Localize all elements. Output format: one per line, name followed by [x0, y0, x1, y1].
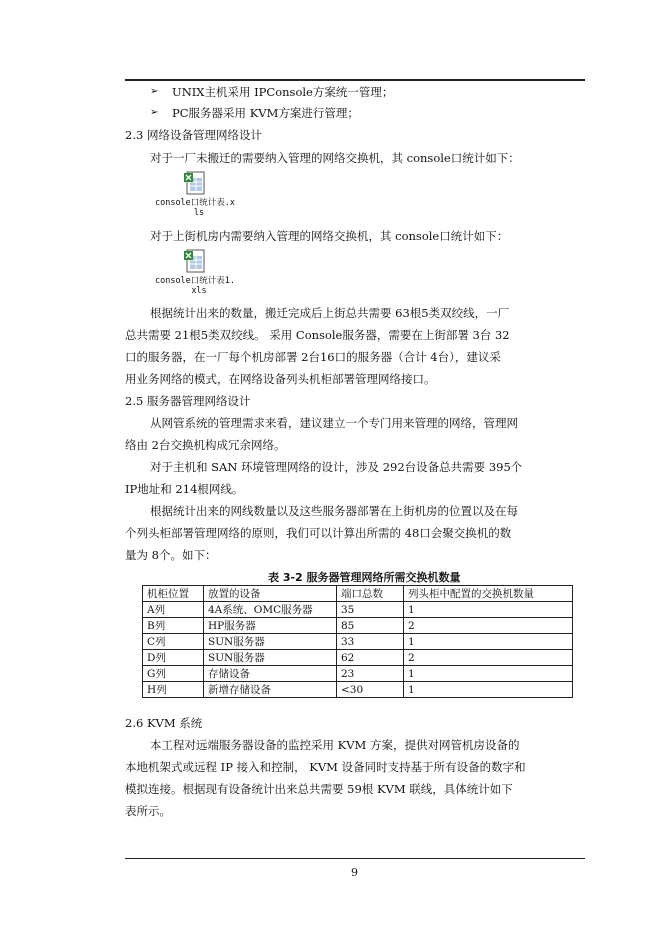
column-header: 列头柜中配置的交换机数量: [404, 586, 573, 602]
section-heading: 2.6 KVM 系统: [125, 716, 203, 730]
paragraph-line: 络由 2台交换机构成冗余网络。: [125, 438, 286, 452]
table-cell: SUN服务器: [204, 634, 337, 650]
table-cell: 62: [337, 650, 404, 666]
file-name: ls: [193, 208, 205, 218]
table-cell: 85: [337, 618, 404, 634]
header-rule: [125, 79, 585, 81]
bullet-arrow-icon: ➢: [150, 107, 159, 118]
attachment-file[interactable]: [150, 249, 240, 296]
table-cell: C列: [143, 634, 204, 650]
table-cell: 33: [337, 634, 404, 650]
paragraph-line: 量为 8个。如下：: [125, 548, 217, 562]
file-name: console口统计表1.: [154, 276, 236, 286]
paragraph: 对于一厂未搬迁的需要纳入管理的网络交换机，其 console口统计如下：: [150, 151, 520, 165]
table-cell: <30: [337, 682, 404, 698]
paragraph: 对于上街机房内需要纳入管理的网络交换机，其 console口统计如下：: [150, 229, 509, 243]
table-cell: 1: [404, 682, 573, 698]
paragraph-line: 个列头柜部署管理网络的原则，我们可以计算出所需的 48口会聚交换机的数: [125, 526, 512, 540]
file-name: xls: [191, 286, 207, 296]
table-cell: 35: [337, 602, 404, 618]
table-caption: 表 3-2 服务器管理网络所需交换机数量: [268, 571, 461, 584]
table-cell: B列: [143, 618, 204, 634]
table-cell: SUN服务器: [204, 650, 337, 666]
table-row: [143, 682, 573, 698]
paragraph-line: 对于主机和 SAN 环境管理网络的设计，涉及 292台设备总共需要 395个: [150, 460, 523, 474]
paragraph-line: 模拟连接。根据现有设备统计出来总共需要 59根 KVM 联线，具体统计如下: [125, 782, 513, 796]
page-number: 9: [351, 866, 358, 879]
paragraph-line: 根据统计出来的网线数量以及这些服务器部署在上街机房的位置以及在每: [150, 504, 518, 518]
table-cell: 新增存储设备: [204, 682, 337, 698]
paragraph-line: 本工程对远端服务器设备的监控采用 KVM 方案，提供对网管机房设备的: [150, 738, 520, 752]
table-cell: 2: [404, 618, 573, 634]
column-header: 放置的设备: [204, 586, 337, 602]
paragraph-line: 口的服务器，在一厂每个机房部署 2台16口的服务器（合计 4台），建议采: [125, 350, 501, 364]
excel-file-icon: [184, 249, 206, 275]
table-row: [143, 650, 573, 666]
paragraph-line: IP地址和 214根网线。: [125, 482, 244, 496]
table-cell: 存储设备: [204, 666, 337, 682]
table-cell: 4A系统、OMC服务器: [204, 602, 337, 618]
footer-rule: [125, 858, 585, 859]
section-heading: 2.5 服务器管理网络设计: [125, 394, 251, 408]
paragraph-line: 用业务网络的模式，在网络设备列头机柜部署管理网络接口。: [125, 372, 436, 386]
bullet-text: PC服务器采用 KVM方案进行管理；: [172, 106, 359, 120]
paragraph-line: 本地机架式或远程 IP 接入和控制， KVM 设备同时支持基于所有设备的数字和: [125, 760, 526, 774]
paragraph-line: 根据统计出来的数量，搬迁完成后上街总共需要 63根5类双绞线，一厂: [150, 306, 510, 320]
switch-count-table: [142, 585, 573, 698]
table-cell: H列: [143, 682, 204, 698]
excel-file-icon: [184, 171, 206, 197]
paragraph-line: 总共需要 21根5类双绞线。 采用 Console服务器，需要在上街部署 3台 32: [125, 328, 510, 342]
paragraph-line: 表所示。: [125, 804, 171, 818]
table-row: [143, 618, 573, 634]
bullet-text: UNIX主机采用 IPConsole方案统一管理；: [172, 85, 394, 99]
table-cell: A列: [143, 602, 204, 618]
table-cell: 1: [404, 634, 573, 650]
table-row: [143, 634, 573, 650]
table-row: [143, 602, 573, 618]
table-cell: HP服务器: [204, 618, 337, 634]
file-name: console口统计表.x: [154, 198, 236, 208]
table-cell: 1: [404, 602, 573, 618]
table-cell: D列: [143, 650, 204, 666]
section-heading: 2.3 网络设备管理网络设计: [125, 128, 262, 142]
paragraph-line: 从网管系统的管理需求来看，建议建立一个专门用来管理的网络，管理网: [150, 416, 518, 430]
table-cell: G列: [143, 666, 204, 682]
table-header-row: [143, 586, 573, 602]
table-cell: 1: [404, 666, 573, 682]
bullet-arrow-icon: ➢: [150, 86, 159, 97]
table-cell: 2: [404, 650, 573, 666]
table-cell: 23: [337, 666, 404, 682]
table-row: [143, 666, 573, 682]
column-header: 机柜位置: [143, 586, 204, 602]
column-header: 端口总数: [337, 586, 404, 602]
attachment-file[interactable]: [150, 171, 240, 218]
